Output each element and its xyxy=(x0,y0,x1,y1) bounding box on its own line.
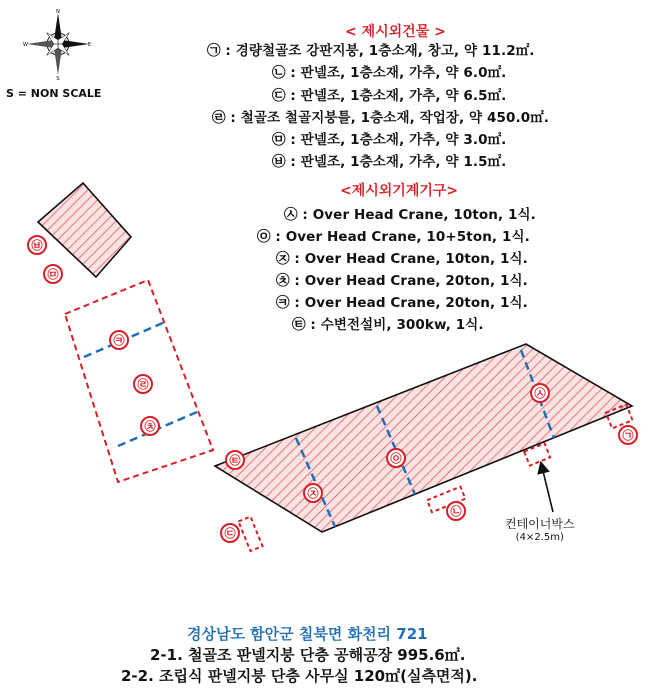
main-factory-building xyxy=(215,344,632,532)
compass-s: S xyxy=(56,76,60,80)
marker-m-label: ㉤ xyxy=(47,268,59,281)
buildings-legend-title: < 제시외건물 > xyxy=(345,24,446,40)
marker-bh-label: ㉥ xyxy=(31,239,43,252)
building-small-hatched xyxy=(38,183,131,277)
legend-item: ㉦ : Over Head Crane, 10ton, 1식. xyxy=(284,207,536,223)
attachment-d xyxy=(238,517,262,552)
description-line-2: 2-2. 조립식 판넬지붕 단층 사무실 120㎡(실측면적). xyxy=(121,667,478,685)
marker-s-label: ㉦ xyxy=(534,387,546,400)
marker-r-label: ㉣ xyxy=(137,378,149,391)
legend-item: ㉧ : Over Head Crane, 10+5ton, 1식. xyxy=(257,229,530,245)
machines-legend-title: <제시외기계기구> xyxy=(340,183,459,199)
legend-item: ㉤ : 판넬조, 1층소재, 가추, 약 3.0㎡. xyxy=(272,132,507,148)
compass-n: N xyxy=(56,9,60,15)
container-note xyxy=(505,515,575,543)
marker-ng-label: ㉧ xyxy=(390,452,402,465)
marker-ch-label: ㉩ xyxy=(144,420,156,433)
marker-d-label: ㉢ xyxy=(224,527,236,540)
legend-item: ㉩ : Over Head Crane, 20ton, 1식. xyxy=(276,273,528,289)
container-arrow xyxy=(542,467,553,512)
container-label: 컨테이너박스 xyxy=(505,517,575,531)
description-line-1: 2-1. 철골조 판넬지붕 단층 공해공장 995.6㎡. xyxy=(150,646,466,664)
marker-t-label: ㉫ xyxy=(229,454,241,467)
legend-item: ㉡ : 판넬조, 1층소재, 가추, 약 6.0㎡. xyxy=(272,65,507,81)
marker-l-label: ㉡ xyxy=(450,505,462,518)
scale-note: S = NON SCALE xyxy=(6,87,102,100)
compass-w: W xyxy=(23,42,28,48)
marker-gu-label: ㉠ xyxy=(622,429,634,442)
legend-item: ㉢ : 판넬조, 1층소재, 가추, 약 6.5㎡. xyxy=(272,88,507,104)
legend-item: ㉫ : 수변전설비, 300kw, 1식. xyxy=(292,317,484,333)
marker-k-label: ㉪ xyxy=(113,334,125,347)
legend-item: ㉪ : Over Head Crane, 20ton, 1식. xyxy=(276,295,528,311)
legend-item: ㉣ : 철골조 철골지붕틀, 1층소재, 작업장, 약 450.0㎡. xyxy=(212,110,550,126)
container-size: (4×2.5m) xyxy=(515,532,564,543)
legend-item: ㉠ : 경량철골조 강판지붕, 1층소재, 창고, 약 11.2㎡. xyxy=(207,43,535,59)
legend-item: ㉨ : Over Head Crane, 10ton, 1식. xyxy=(276,251,528,267)
site-address: 경상남도 함안군 칠북면 화천리 721 xyxy=(187,625,428,643)
marker-j-label: ㉨ xyxy=(307,487,319,500)
legend-item: ㉥ : 판넬조, 1층소재, 가추, 약 1.5㎡. xyxy=(272,154,507,170)
compass-e: E xyxy=(88,42,92,48)
